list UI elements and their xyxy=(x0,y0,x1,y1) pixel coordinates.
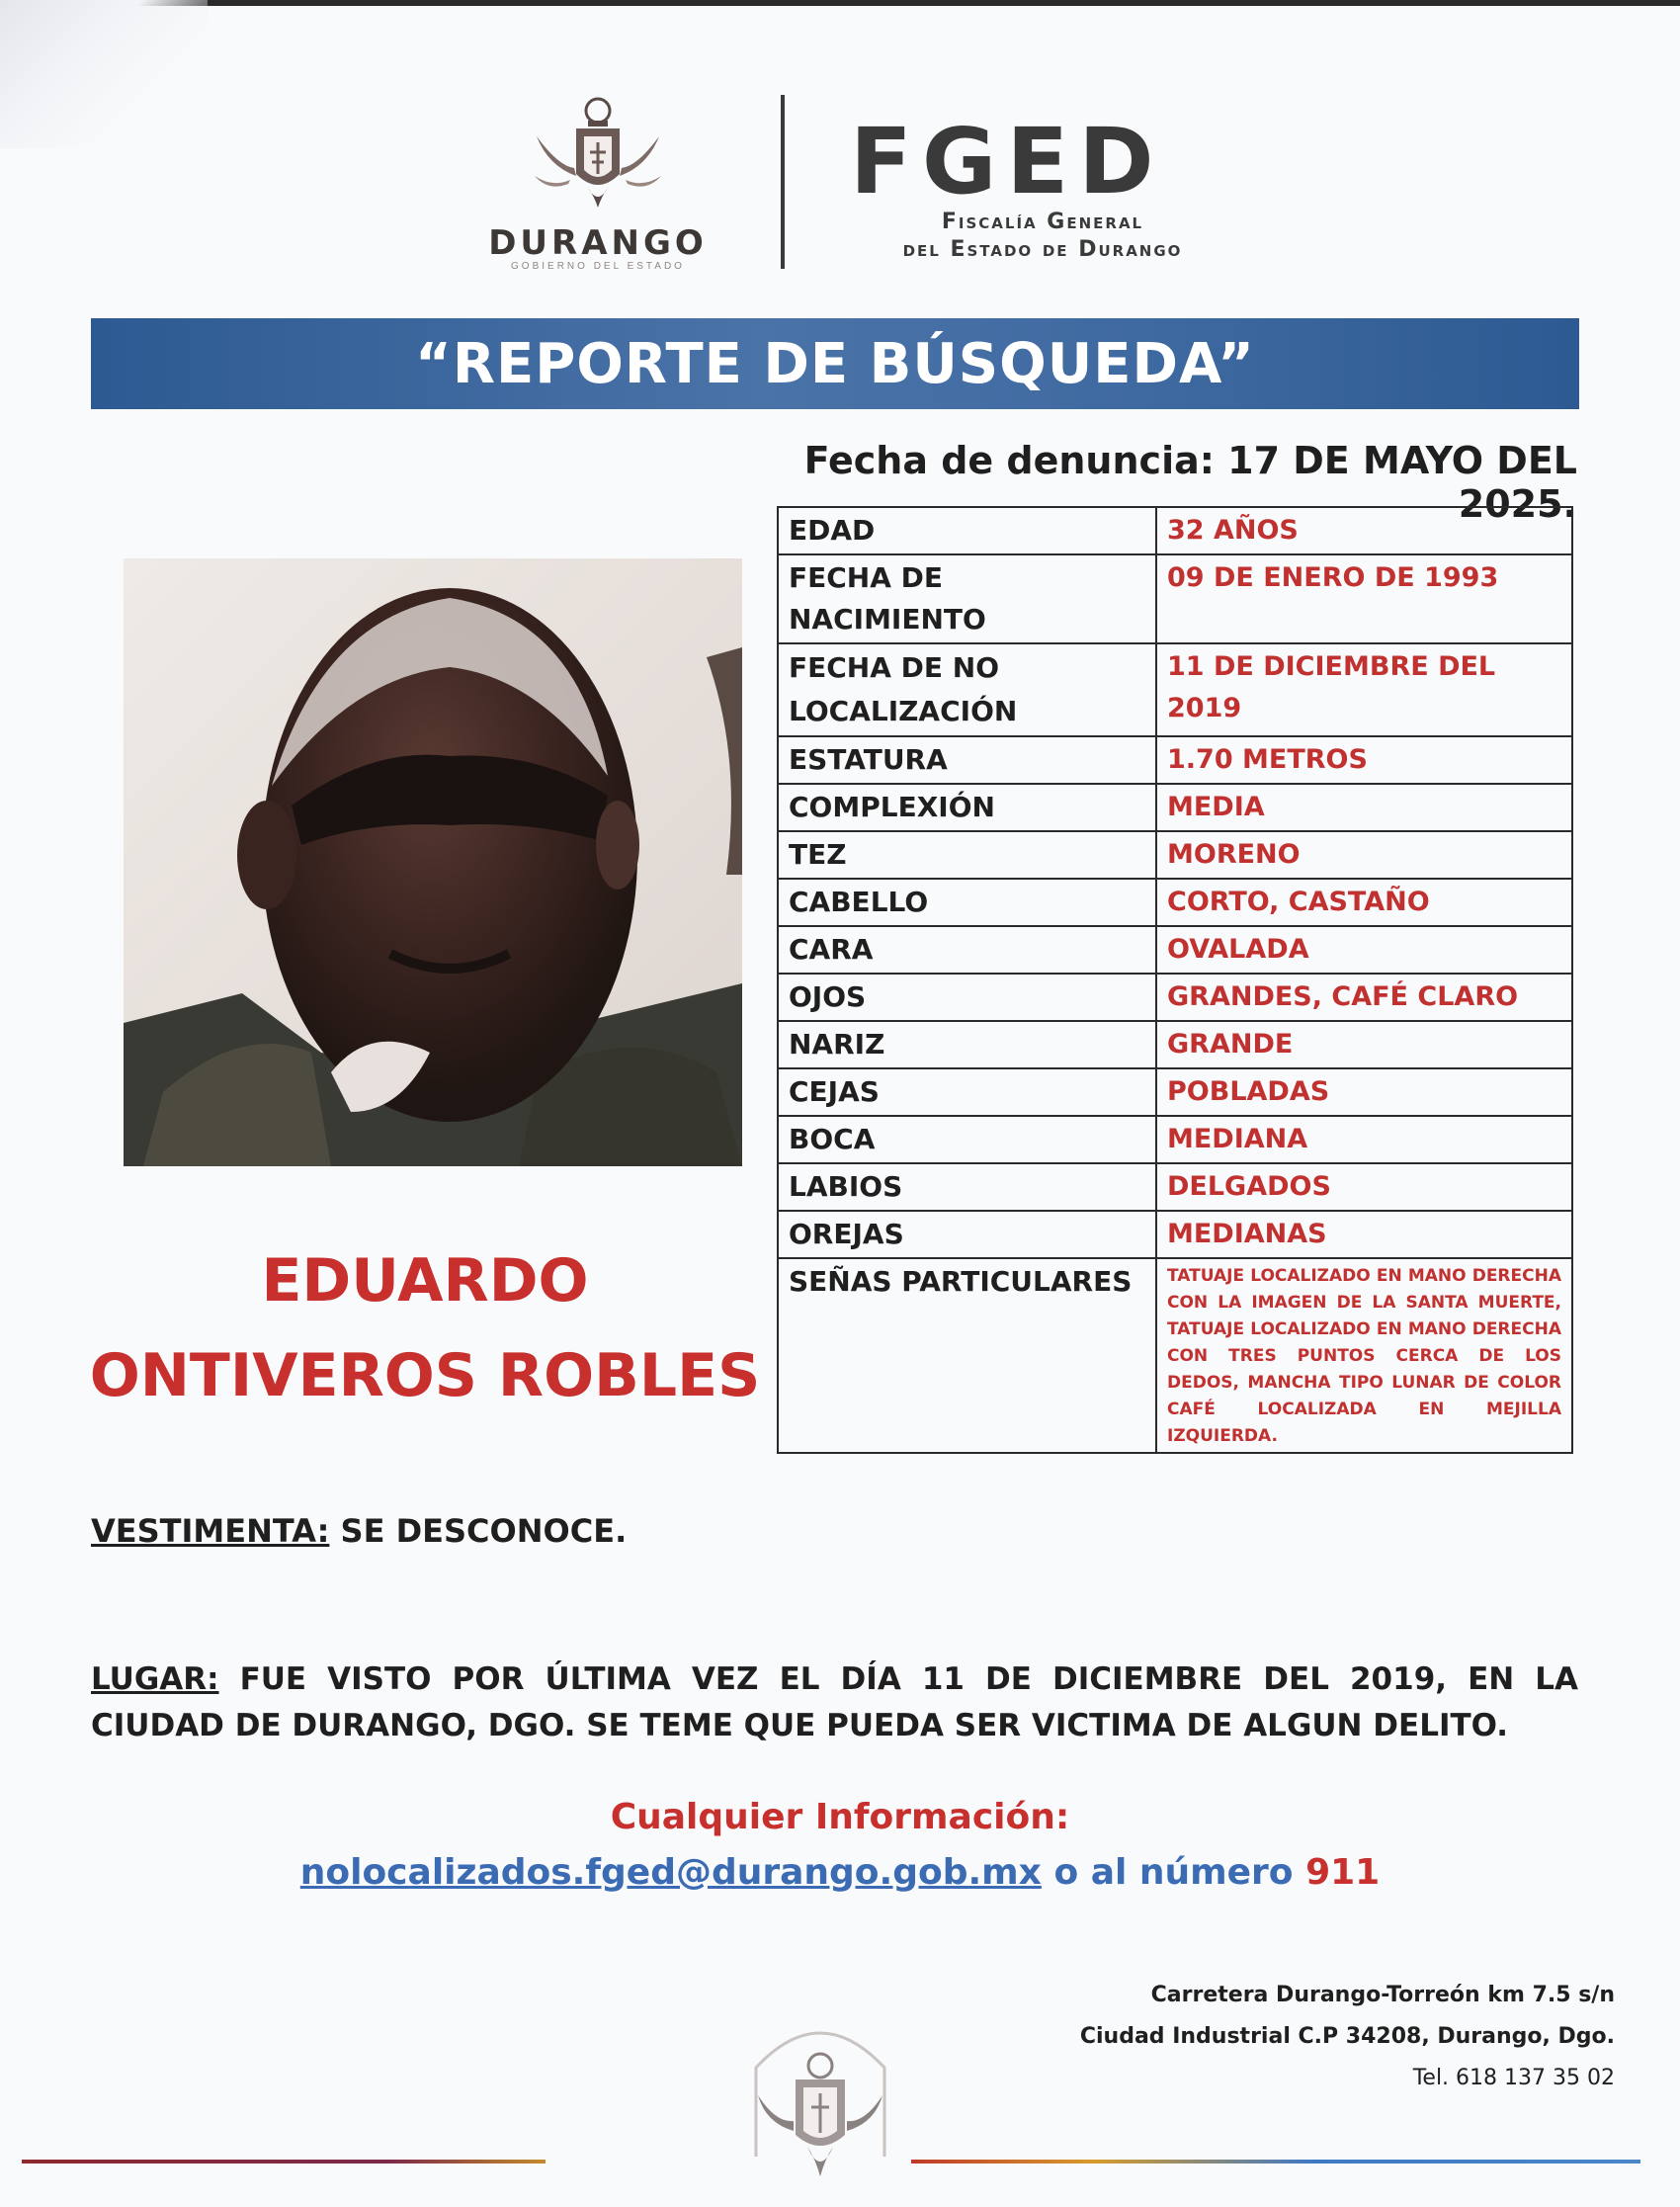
person-first-name: EDUARDO xyxy=(261,1246,589,1316)
address-phone: Tel. 618 137 35 02 xyxy=(1412,2066,1615,2090)
details-row xyxy=(778,1116,1572,1163)
details-row xyxy=(778,831,1572,879)
details-row xyxy=(778,1258,1572,1453)
details-label: COMPLEXIÓN xyxy=(778,784,1156,831)
details-label: FECHA DE NO LOCALIZACIÓN xyxy=(778,643,1156,736)
details-row xyxy=(778,1068,1572,1116)
contact-title: Cualquier Información: xyxy=(610,1797,1070,1837)
details-label: EDAD xyxy=(778,507,1156,554)
details-label: NARIZ xyxy=(778,1021,1156,1068)
details-label: CARA xyxy=(778,926,1156,974)
place-label: LUGAR: xyxy=(91,1661,219,1697)
details-value: GRANDE xyxy=(1156,1021,1572,1068)
details-label: LABIOS xyxy=(778,1163,1156,1211)
details-label: CABELLO xyxy=(778,879,1156,926)
details-value: 11 DE DICIEMBRE DEL 2019 xyxy=(1156,643,1572,736)
details-row xyxy=(778,1163,1572,1211)
details-value: POBLADAS xyxy=(1156,1068,1572,1116)
clothing-text: SE DESCONOCE. xyxy=(329,1512,628,1550)
details-value: TATUAJE LOCALIZADO EN MANO DERECHA CON LA IMAGEN DE LA SANTA MUERTE, TATUAJE LOCALIZADO EN MANO DERECHA CON TRES PUNTOS CERCA DE LOS DEDOS, MANCHA TIPO LUNAR DE COLOR CAFÉ LOCALIZADA EN MEJILLA IZQUIERDA. xyxy=(1156,1258,1572,1453)
details-row xyxy=(778,554,1572,643)
details-value: MEDIANAS xyxy=(1156,1211,1572,1258)
details-row xyxy=(778,1021,1572,1068)
contact-line xyxy=(0,1852,1680,1893)
details-value: MEDIANA xyxy=(1156,1116,1572,1163)
details-value: MEDIA xyxy=(1156,784,1572,831)
fged-wordmark: FGED xyxy=(850,109,1164,214)
top-border xyxy=(0,0,1680,6)
details-value: OVALADA xyxy=(1156,926,1572,974)
place-text: FUE VISTO POR ÚLTIMA VEZ EL DÍA 11 DE DICIEMBRE DEL 2019, EN LA CIUDAD DE DURANGO, DGO. SE TEME QUE PUEDA SER VICTIMA DE ALGUN DELITO. xyxy=(91,1661,1578,1743)
clothing-section xyxy=(91,1512,1573,1550)
person-name xyxy=(89,1233,761,1423)
person-last-names: ONTIVEROS ROBLES xyxy=(89,1341,761,1410)
report-title: “REPORTE DE BÚSQUEDA” xyxy=(415,331,1255,396)
durango-crest-icon xyxy=(529,97,667,215)
details-row xyxy=(778,879,1572,926)
address-line2: Ciudad Industrial C.P 34208, Durango, Dgo. xyxy=(1079,2024,1615,2049)
contact-middle-text: o al número xyxy=(1041,1852,1306,1893)
details-value: 1.70 METROS xyxy=(1156,736,1572,784)
header-divider xyxy=(781,95,785,269)
durango-subtitle: GOBIERNO DEL ESTADO xyxy=(511,261,685,272)
details-value: DELGADOS xyxy=(1156,1163,1572,1211)
contact-email-link[interactable]: nolocalizados.fged@durango.gob.mx xyxy=(299,1852,1042,1893)
details-row xyxy=(778,736,1572,784)
footer-line-left xyxy=(22,2160,546,2164)
details-label: ESTATURA xyxy=(778,736,1156,784)
details-value: 09 DE ENERO DE 1993 xyxy=(1156,554,1572,643)
details-value: MORENO xyxy=(1156,831,1572,879)
footer-line-right xyxy=(911,2160,1640,2164)
details-label: TEZ xyxy=(778,831,1156,879)
person-photo xyxy=(124,558,742,1166)
clothing-label: VESTIMENTA: xyxy=(91,1512,330,1550)
durango-logo xyxy=(435,87,761,275)
person-photo-image xyxy=(124,558,742,1166)
details-row xyxy=(778,1211,1572,1258)
details-label: BOCA xyxy=(778,1116,1156,1163)
place-section xyxy=(91,1656,1578,1749)
report-date: Fecha de denuncia: 17 DE MAYO DEL 2025. xyxy=(803,439,1577,526)
details-label: FECHA DE NACIMIENTO xyxy=(778,554,1156,643)
details-row xyxy=(778,974,1572,1021)
title-banner xyxy=(91,318,1579,409)
details-row xyxy=(778,926,1572,974)
details-value: CORTO, CASTAÑO xyxy=(1156,879,1572,926)
paper-tear xyxy=(0,0,208,148)
details-value: GRANDES, CAFÉ CLARO xyxy=(1156,974,1572,1021)
details-row xyxy=(778,643,1572,736)
address-line1: Carretera Durango-Torreón km 7.5 s/n xyxy=(1150,1983,1615,2007)
details-row xyxy=(778,507,1572,554)
details-value: 32 AÑOS xyxy=(1156,507,1572,554)
header xyxy=(435,87,1245,275)
state-seal-icon xyxy=(736,2008,904,2186)
contact-phone: 911 xyxy=(1305,1852,1381,1893)
details-label: SEÑAS PARTICULARES xyxy=(778,1258,1156,1453)
details-label: OJOS xyxy=(778,974,1156,1021)
fged-subtitle-line1: Fiscalía General xyxy=(941,210,1144,234)
person-details-table xyxy=(777,506,1573,1454)
durango-wordmark: DURANGO xyxy=(488,223,708,263)
details-row xyxy=(778,784,1572,831)
fged-subtitle-line2: del Estado de Durango xyxy=(902,237,1183,262)
details-label: CEJAS xyxy=(778,1068,1156,1116)
details-label: OREJAS xyxy=(778,1211,1156,1258)
